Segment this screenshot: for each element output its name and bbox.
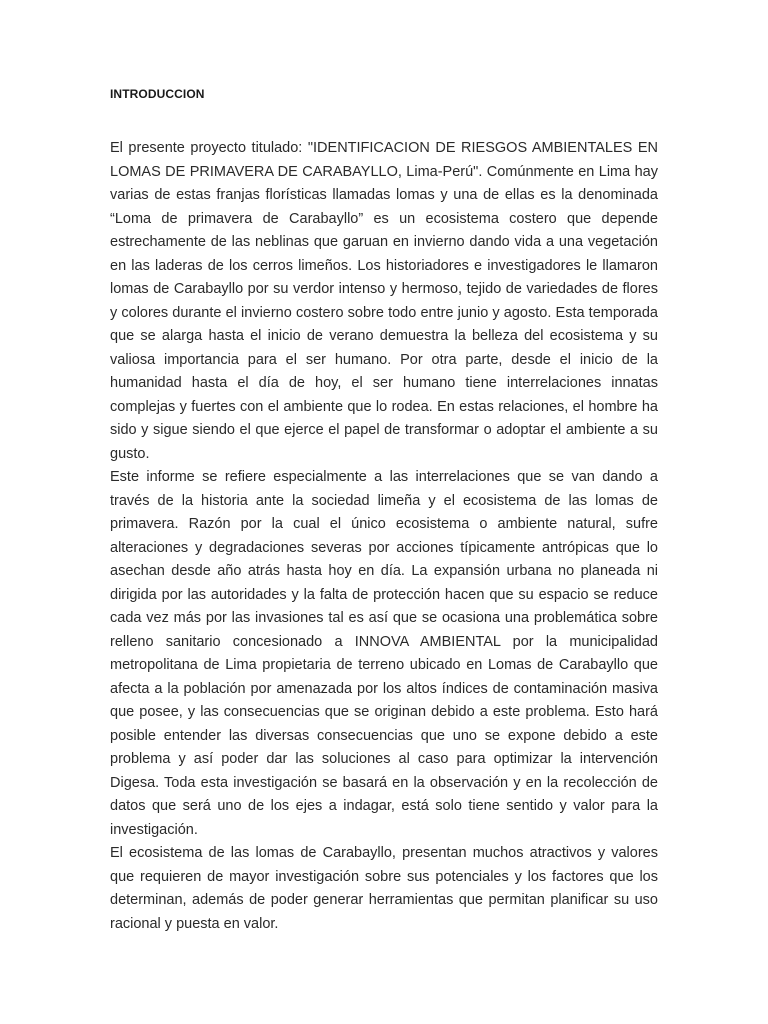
paragraph: Este informe se refiere especialmente a las interrelaciones que se van dando a través de la historia ante la sociedad limeña y el ecosistema de las lomas de primavera. Razón por la cual el único ecosistema o ambiente natural, sufre alteraciones y degradaciones severas por acciones típicamente antrópicas que lo asechan desde año atrás hasta hoy en día. La expansión urbana no planeada ni dirigida por las autoridades y la falta de protección hacen que su espacio se reduce cada vez más por las invasiones tal es así que se ocasiona una problemática sobre relleno sanitario concesionado a INNOVA AMBIENTAL por la municipalidad metropolitana de Lima propietaria de terreno ubicado en Lomas de Carabayllo que afecta a la población por amenazada por los altos índices de contaminación masiva que posee, y las consecuencias que se originan debido a este problema. Esto hará posible entender las diversas consecuencias que uno se expone debido a este problema y así poder dar las soluciones al caso para optimizar la intervención Digesa. Toda esta investigación se basará en la observación y en la recolección de datos que será uno de los ejes a indagar, está solo tiene sentido y valor para la investigación. [110, 469, 658, 838]
paragraph: El presente proyecto titulado: "IDENTIFICACION DE RIESGOS AMBIENTALES EN LOMAS DE PRIMAVERA DE CARABAYLLO, Lima-Perú". Comúnmente en Lima hay varias de estas franjas florísticas llamadas lomas y una de ellas es la denominada “Loma de primavera de Carabayllo” es un ecosistema costero que depende estrechamente de las neblinas que garuan en invierno dando vida a una vegetación en las laderas de los cerros limeños. Los historiadores e investigadores le llamaron lomas de Carabayllo por su verdor intenso y hermoso, tejido de variedades de flores y colores durante el invierno costero sobre todo entre junio y agosto. Esta temporada que se alarga hasta el inicio de verano demuestra la belleza del ecosistema y su valiosa importancia para el ser humano. Por otra parte, desde el inicio de la humanidad hasta el día de hoy, el ser humano tiene interrelaciones innatas complejas y fuertes con el ambiente que lo rodea. En estas relaciones, el hombre ha sido y sigue siendo el que ejerce el papel de transformar o adoptar el ambiente a su gusto. [110, 140, 658, 462]
paragraph: El ecosistema de las lomas de Carabayllo, presentan muchos atractivos y valores que requieren de mayor investigación sobre sus potenciales y los factores que los determinan, además de poder generar herramientas que permitan planificar su uso racional y puesta en valor. [110, 845, 658, 932]
section-heading: INTRODUCCION [110, 87, 205, 101]
document-body [110, 137, 658, 936]
